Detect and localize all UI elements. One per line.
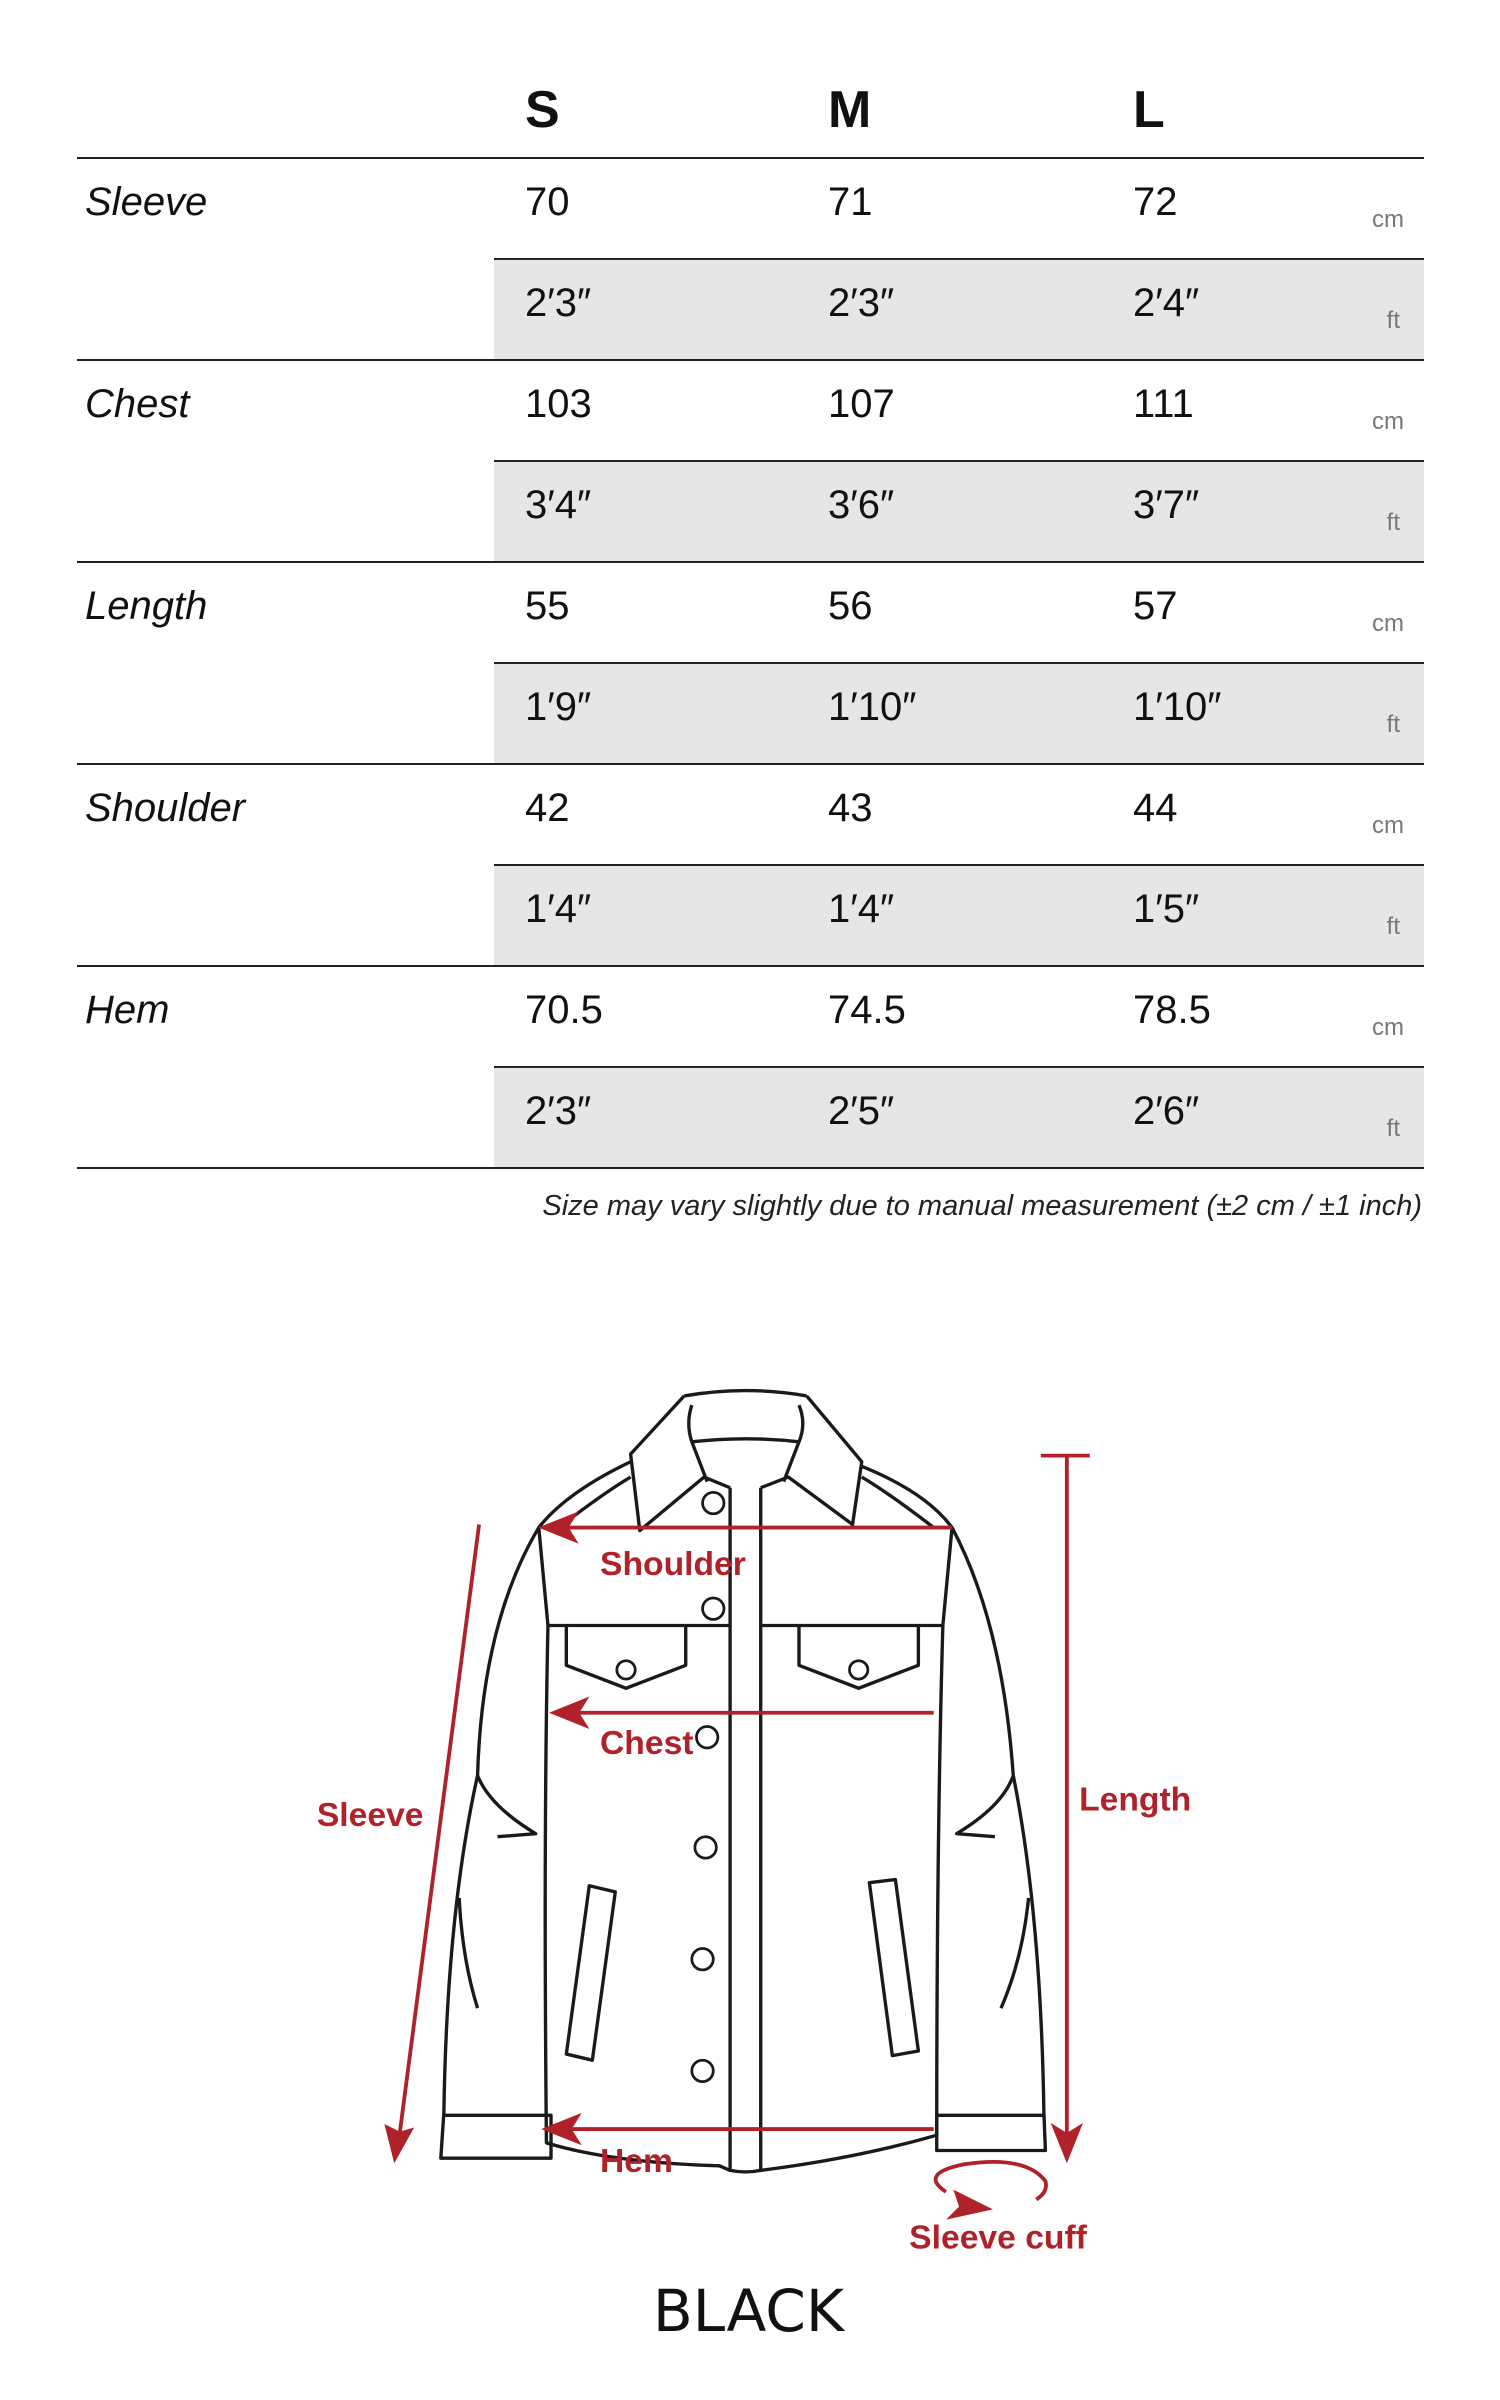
unit-cm: cm [1372,206,1404,233]
ft-value: 3′7″ [1133,483,1200,527]
jacket-outline [441,1391,1046,2172]
cm-value: 55 [525,584,570,628]
unit-cm: cm [1372,610,1404,637]
unit-ft: ft [1386,913,1400,940]
cm-value: 56 [828,584,873,628]
size-header-s: S [525,81,560,139]
cm-value: 72 [1133,180,1178,224]
ft-value: 1′4″ [525,887,592,931]
divider [494,258,1424,260]
cm-value: 44 [1133,786,1178,830]
size-header-m: M [828,81,872,139]
measurement-note: Size may vary slightly due to manual measurement (±2 cm / ±1 inch) [542,1190,1422,1222]
cm-value: 103 [525,382,592,426]
ft-row-band [494,865,1424,965]
divider [77,359,1424,361]
unit-ft: ft [1386,711,1400,738]
chest-label: Chest [600,1725,694,1763]
cm-value: 107 [828,382,895,426]
ft-row-band [494,1067,1424,1167]
divider [77,763,1424,765]
ft-value: 1′5″ [1133,887,1200,931]
ft-value: 2′6″ [1133,1089,1200,1133]
ft-value: 1′10″ [1133,685,1222,729]
length-label: Length [1079,1781,1192,1819]
jacket-diagram [0,1301,1500,2400]
sleeve-cuff-arrow [936,2162,1046,2200]
unit-ft: ft [1386,307,1400,334]
sleeve-cuff-label: Sleeve cuff [909,2219,1087,2257]
color-name: BLACK [652,2277,845,2346]
measure-label: Chest [85,382,190,426]
cm-value: 111 [1133,382,1194,426]
cm-value: 42 [525,786,570,830]
unit-ft: ft [1386,509,1400,536]
shoulder-label: Shoulder [600,1545,746,1583]
divider [77,157,1424,159]
unit-cm: cm [1372,812,1404,839]
ft-value: 2′4″ [1133,281,1200,325]
unit-cm: cm [1372,408,1404,435]
measure-label: Sleeve [85,180,208,224]
divider [77,965,1424,967]
cm-value: 71 [828,180,873,224]
ft-value: 1′10″ [828,685,917,729]
hem-label: Hem [600,2142,673,2180]
ft-value: 1′4″ [828,887,895,931]
unit-cm: cm [1372,1014,1404,1041]
ft-value: 2′3″ [525,281,592,325]
ft-row-band [494,663,1424,763]
cm-value: 70.5 [525,988,603,1032]
sleeve-label: Sleeve [316,1797,424,1835]
ft-value: 2′3″ [525,1089,592,1133]
divider [77,1167,1424,1169]
divider [494,662,1424,664]
cm-value: 70 [525,180,570,224]
ft-value: 2′5″ [828,1089,895,1133]
ft-row-band [494,259,1424,359]
unit-ft: ft [1386,1115,1400,1142]
divider [77,561,1424,563]
ft-row-band [494,461,1424,561]
measure-label: Length [85,584,208,628]
measure-label: Shoulder [85,786,246,830]
cm-value: 43 [828,786,873,830]
cm-value: 74.5 [828,988,906,1032]
ft-value: 3′4″ [525,483,592,527]
divider [494,1066,1424,1068]
measure-label: Hem [85,988,170,1032]
divider [494,864,1424,866]
cm-value: 78.5 [1133,988,1211,1032]
ft-value: 2′3″ [828,281,895,325]
size-header-l: L [1133,81,1165,139]
divider [494,460,1424,462]
ft-value: 3′6″ [828,483,895,527]
cm-value: 57 [1133,584,1178,628]
ft-value: 1′9″ [525,685,592,729]
